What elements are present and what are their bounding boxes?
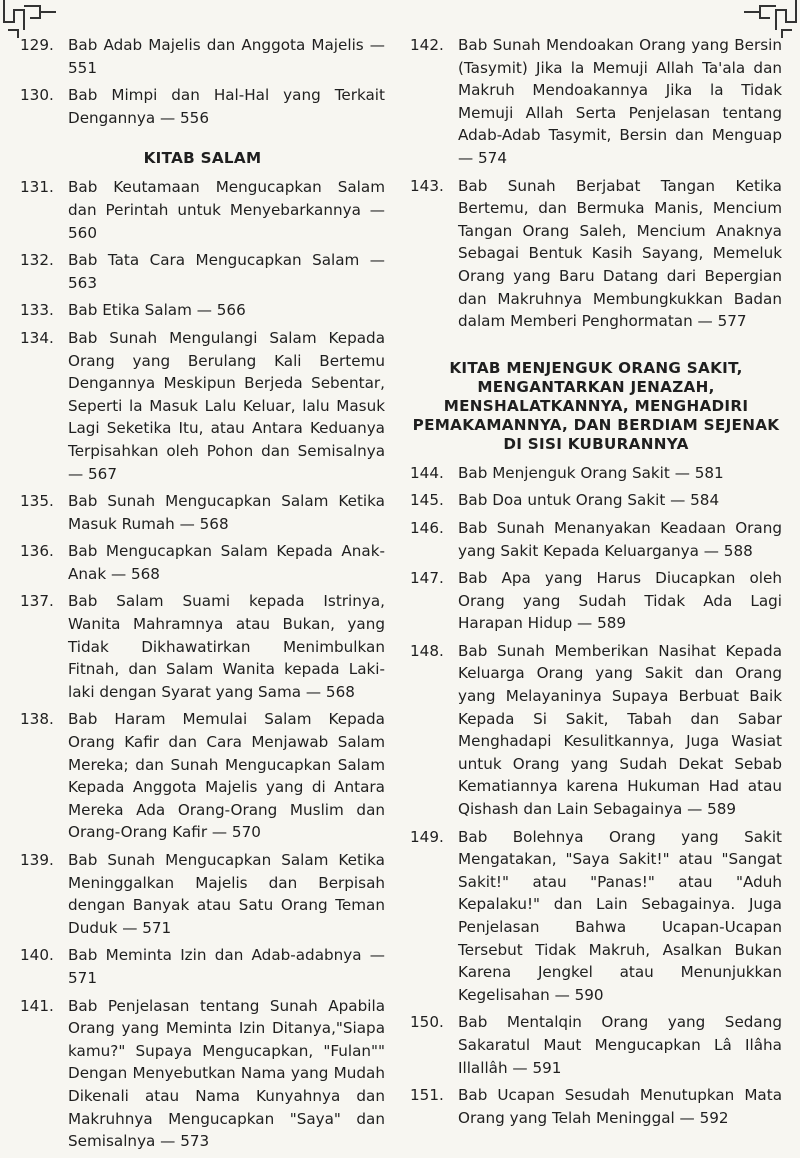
entry-text: Bab Sunah Mendoakan Orang yang Bersin (Tasymit) Jika la Memuji Allah Ta'ala dan Makruh Mendoakannya Jika la Tidak Memuji Allah Serta Penjelasan tentang Adab-Adab Tasymit, Bersin dan Menguap — 574 (458, 36, 782, 167)
toc-entry (20, 34, 385, 79)
toc-entry (20, 327, 385, 485)
entry-number: 135. (20, 492, 54, 511)
entry-number: 144. (410, 463, 444, 482)
toc-entry (410, 462, 782, 485)
section-heading-kitab-menjenguk: KITAB MENJENGUK ORANG SAKIT, MENGANTARKAN JENAZAH, MENSHALATKANNYA, MENGHADIRI PEMAKAMANNYA, DAN BERDIAM SEJENAK DI SISI KUBURANNYA (412, 358, 780, 453)
entry-number: 143. (410, 176, 444, 195)
toc-entry (410, 517, 782, 562)
section-heading-kitab-salam: KITAB SALAM (143, 149, 262, 168)
entry-number: 150. (410, 1013, 444, 1032)
entry-number: 131. (20, 178, 54, 197)
entry-text: Bab Mimpi dan Hal-Hal yang Terkait Dengannya — 556 (68, 86, 385, 127)
entry-text: Bab Bolehnya Orang yang Sakit Mengatakan, "Saya Sakit!" atau "Sangat Sakit!" atau "Panas!" atau "Aduh Kepalaku!" dan Lain Sebagainya. Juga Penjelasan Bahwa Ucapan-Ucapan Tersebut Tidak Makruh, Asalkan Bukan Karena Jengkel atau Menunjukkan Kegelisahan — 590 (458, 827, 782, 1004)
toc-entry (20, 84, 385, 129)
entry-number: 142. (410, 36, 444, 54)
toc-entry (20, 490, 385, 535)
toc-entry (410, 34, 782, 170)
entry-number: 145. (410, 491, 444, 510)
entry-text: Bab Penjelasan tentang Sunah Apabila Orang yang Meminta Izin Ditanya,"Siapa kamu?" Supaya Mengucapkan, "Fulan"" Dengan Menyebutkan Nama yang Mudah Dikenali atau Nama Kunyahnya dan Makruhnya Mengucapkan "Saya" dan Semisalnya — 573 (68, 996, 385, 1151)
right-column (410, 34, 782, 1134)
toc-entry (410, 175, 782, 333)
toc-entry (410, 1084, 782, 1129)
entry-text: Bab Sunah Mengucapkan Salam Ketika Masuk Rumah — 568 (68, 492, 385, 533)
entry-text: Bab Salam Suami kepada Istrinya, Wanita Mahramnya atau Bukan, yang Tidak Dikhawatirkan Menimbulkan Fitnah, dan Salam Wanita kepada Laki-laki dengan Syarat yang Sama — 568 (68, 592, 385, 701)
entry-number: 136. (20, 542, 54, 561)
entry-number: 129. (20, 36, 54, 54)
left-column (20, 34, 385, 1158)
entry-text: Bab Sunah Menanyakan Keadaan Orang yang Sakit Kepada Keluarganya — 588 (458, 518, 782, 560)
entry-text: Bab Doa untuk Orang Sakit — 584 (458, 491, 720, 510)
entry-text: Bab Mentalqin Orang yang Sedang Sakaratul Maut Mengucapkan Lâ Ilâha Illallâh — 591 (458, 1013, 782, 1077)
entry-number: 130. (20, 86, 54, 105)
entry-number: 147. (410, 569, 444, 588)
entry-number: 149. (410, 827, 444, 846)
entry-list-top (20, 34, 385, 129)
entry-text: Bab Apa yang Harus Diucapkan oleh Orang yang Sudah Tidak Ada Lagi Harapan Hidup — 589 (458, 569, 782, 633)
entry-text: Bab Sunah Memberikan Nasihat Kepada Keluarga Orang yang Sakit dan Orang yang Melayaninya Supaya Berbuat Baik Kepada Si Sakit, Tabah dan Sabar Menghadapi Kesulitkannya, Juga Wasiat untuk Orang yang Sudah Dekat Sebab Kematiannya karena Hukuman Had atau Qishash dan Lain Sebagainya — 589 (458, 641, 782, 819)
entry-text: Bab Ucapan Sesudah Menutupkan Mata Orang yang Telah Meninggal — 592 (458, 1086, 782, 1127)
entry-number: 133. (20, 301, 54, 320)
toc-entry (20, 708, 385, 844)
entry-text: Bab Menjenguk Orang Sakit — 581 (458, 463, 724, 482)
toc-entry (20, 590, 385, 703)
entry-list (20, 176, 385, 1152)
entry-text: Bab Haram Memulai Salam Kepada Orang Kafir dan Cara Menjawab Salam Mereka; dan Sunah Mengucapkan Salam Kepada Anggota Majelis yang di Antara Mereka Ada Orang-Orang Muslim dan Orang-Orang Kafir — 570 (68, 710, 385, 842)
entry-text: Bab Meminta Izin dan Adab-adabnya — 571 (68, 946, 385, 987)
toc-entry (20, 849, 385, 939)
toc-entry (20, 299, 385, 322)
entry-number: 140. (20, 946, 54, 965)
entry-text: Bab Adab Majelis dan Anggota Majelis — 551 (68, 36, 385, 77)
entry-number: 138. (20, 710, 54, 729)
entry-number: 148. (410, 641, 444, 660)
entry-number: 139. (20, 851, 54, 869)
entry-text: Bab Sunah Mengucapkan Salam Ketika Meninggalkan Majelis dan Berpisah dengan Banyak atau Satu Orang Teman Duduk — 571 (68, 851, 385, 937)
entry-text: Bab Keutamaan Mengucapkan Salam dan Perintah untuk Menyebarkannya — 560 (68, 178, 385, 242)
toc-entry (410, 1011, 782, 1079)
entry-text: Bab Sunah Berjabat Tangan Ketika Bertemu, dan Bermuka Manis, Mencium Tangan Orang Saleh, Mencium Anaknya Sebagai Bentuk Kasih Sayang, Memeluk Orang yang Baru Datang dari Bepergian dan Makruhnya Membungkukkan Badan dalam Memberi Penghormatan — 577 (458, 176, 782, 331)
entry-text: Bab Etika Salam — 566 (68, 301, 246, 320)
toc-entry (20, 995, 385, 1153)
toc-entry (410, 826, 782, 1007)
entry-number: 132. (20, 251, 54, 270)
toc-entry (410, 640, 782, 821)
entry-number: 141. (20, 996, 54, 1015)
entry-list-top (410, 34, 782, 333)
entry-number: 146. (410, 518, 444, 537)
entry-number: 134. (20, 328, 54, 347)
entry-number: 137. (20, 592, 54, 611)
toc-entry (20, 176, 385, 244)
entry-text: Bab Tata Cara Mengucapkan Salam — 563 (68, 251, 385, 292)
toc-entry (20, 944, 385, 989)
entry-number: 151. (410, 1086, 444, 1105)
entry-text: Bab Mengucapkan Salam Kepada Anak-Anak — 568 (68, 542, 385, 583)
toc-entry (20, 249, 385, 294)
toc-entry (20, 540, 385, 585)
entry-list (410, 462, 782, 1130)
toc-entry (410, 489, 782, 512)
entry-text: Bab Sunah Mengulangi Salam Kepada Orang yang Berulang Kali Bertemu Dengannya Meskipun Berjeda Sebentar, Seperti la Masuk Lalu Keluar, lalu Masuk Lagi Seketika Itu, atau Antara Keduanya Terpisahkan oleh Pohon dan Semisalnya — 567 (68, 328, 385, 483)
toc-entry (410, 567, 782, 635)
